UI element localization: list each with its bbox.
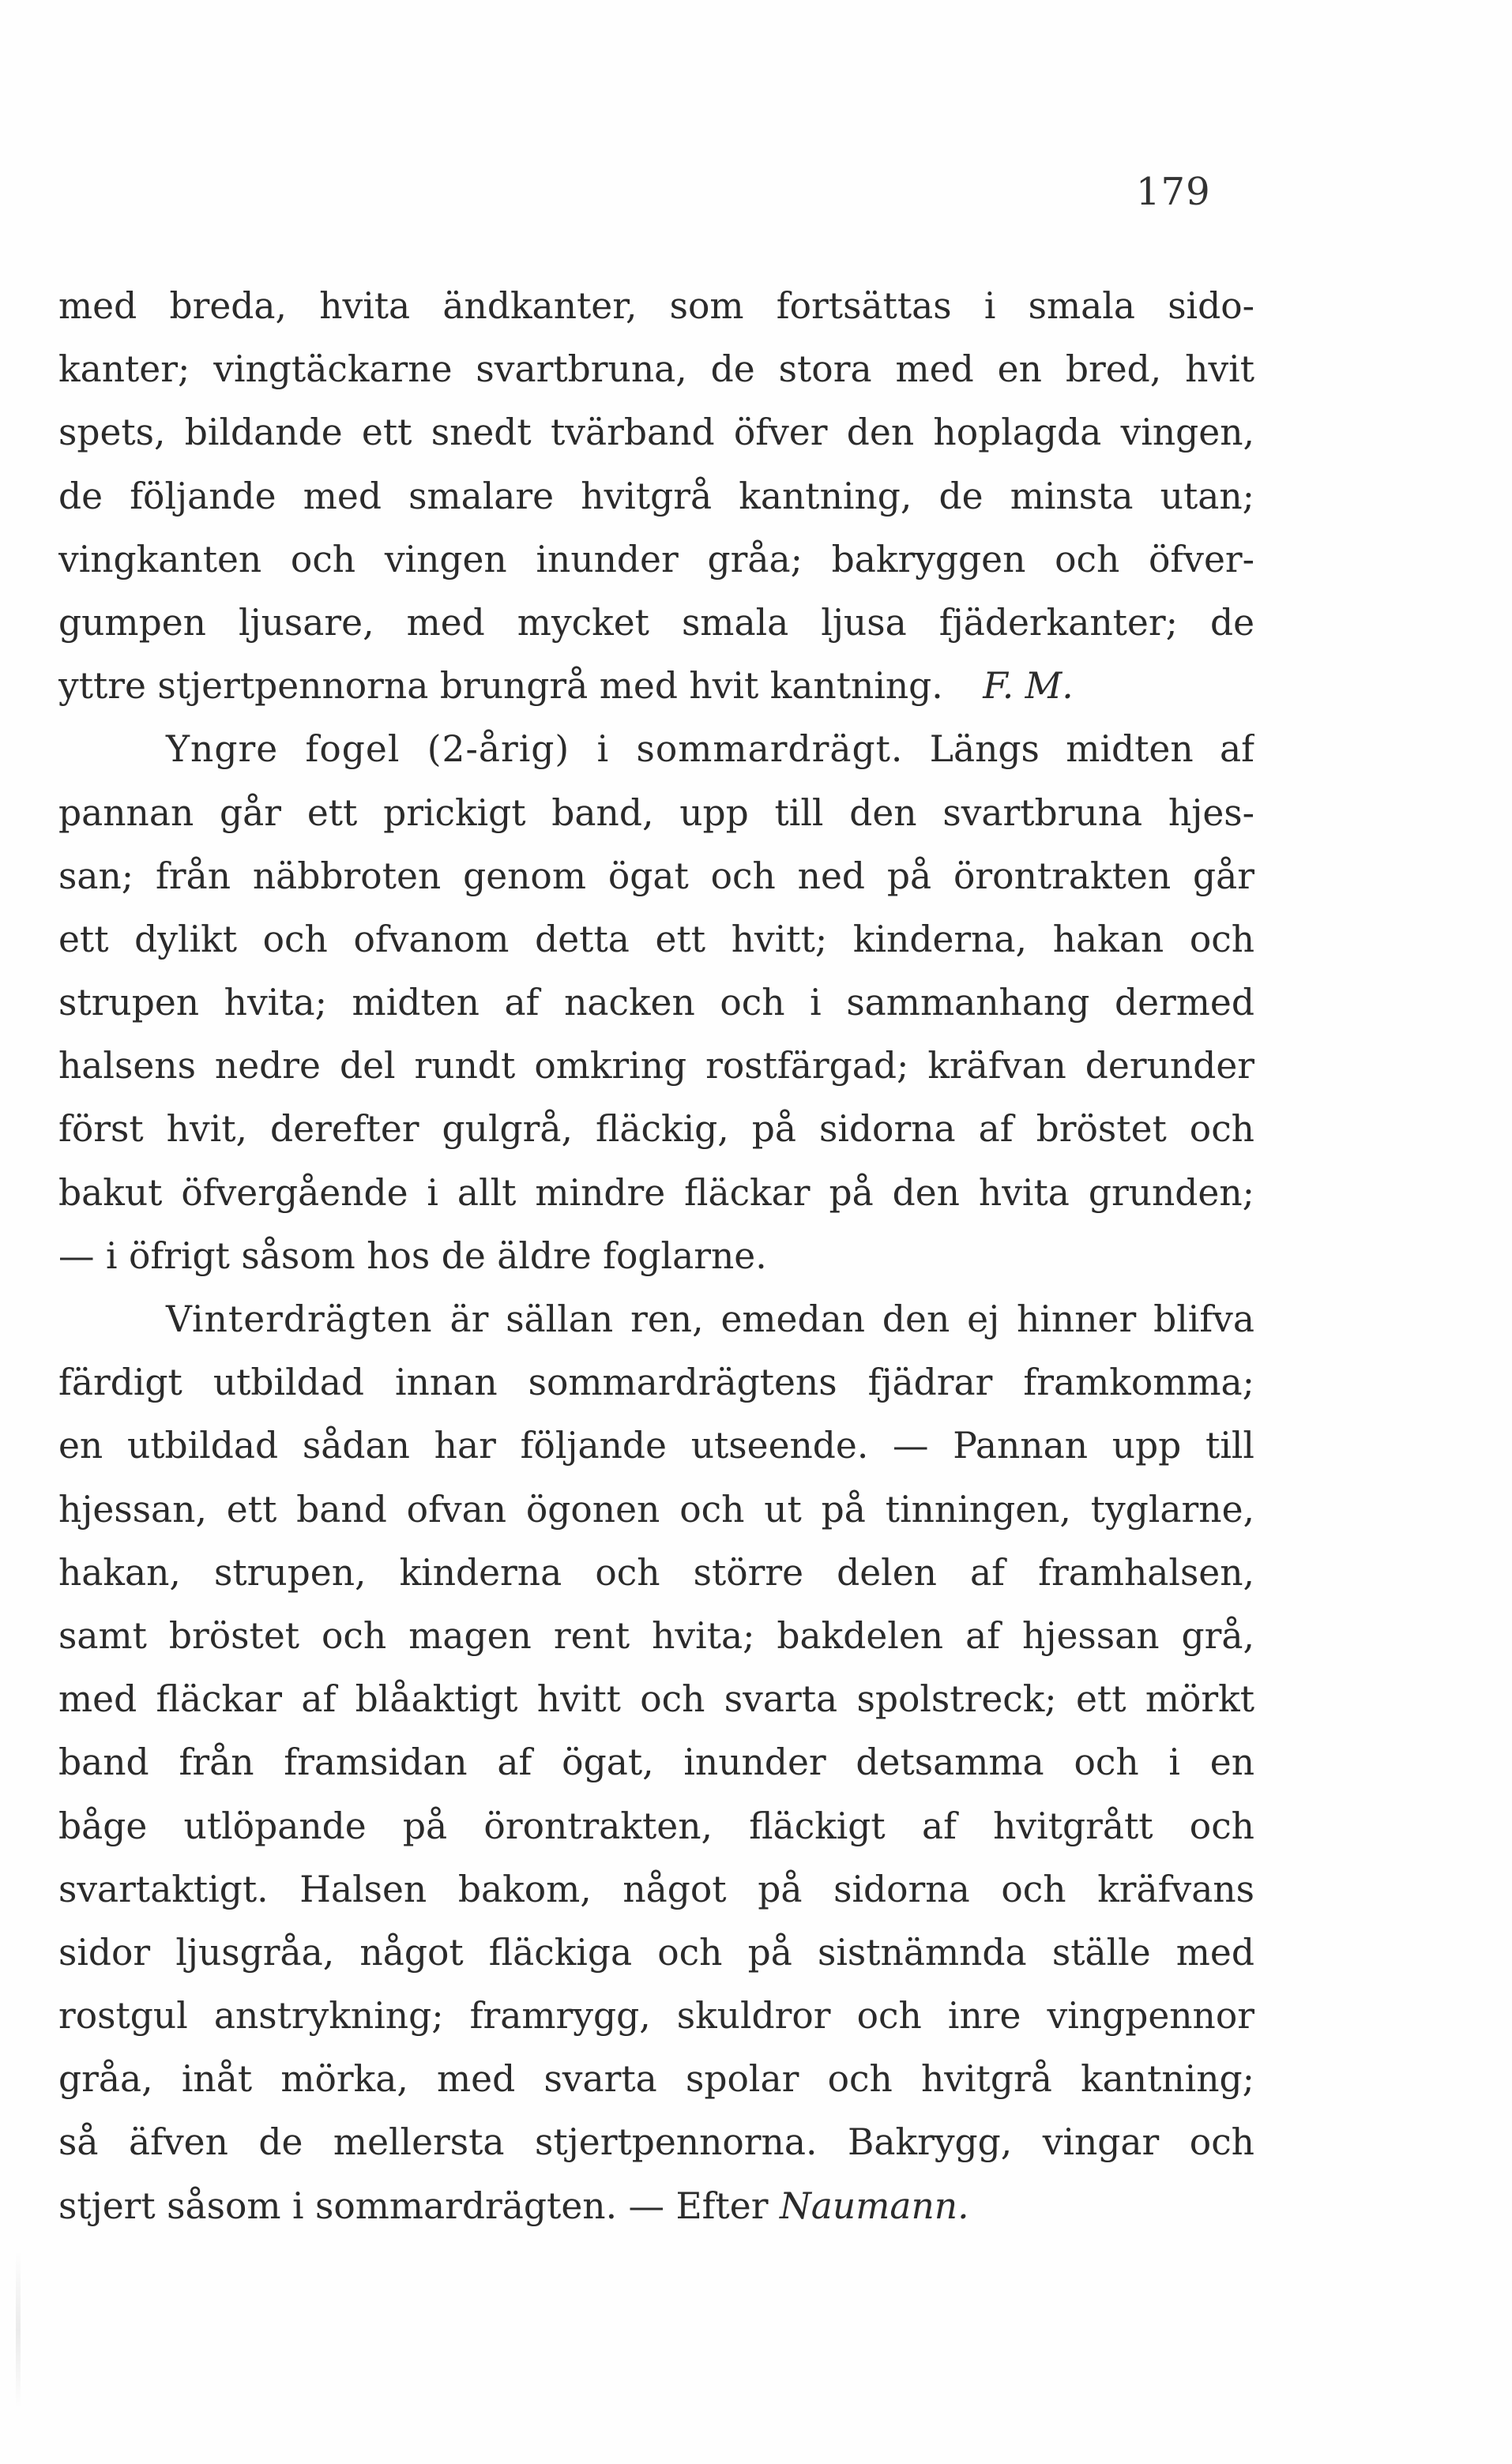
paragraph-first-line	[58, 718, 1254, 781]
text-line: — i öfrigt såsom hos de äldre foglarne.	[58, 1234, 767, 1277]
text-line: med fläckar af blåaktigt hvitt och svarta spolstreck; ett mörkt	[58, 1678, 1254, 1721]
page-number: 179	[1136, 170, 1211, 214]
text-line: gråa, inåt mörka, med svarta spolar och hvitgrå kantning;	[58, 2058, 1254, 2101]
text-line	[58, 655, 1254, 718]
text-line: färdigt utbildad innan sommardrägtens fjädrar framkomma;	[58, 1362, 1254, 1404]
paragraph-first-line	[58, 1288, 1254, 1351]
text-line	[58, 2175, 1254, 2238]
text-line: med breda, hvita ändkanter, som fortsättas i smala sido-	[58, 285, 1254, 327]
text-line: vingkanten och vingen inunder gråa; bakryggen och öfver-	[58, 538, 1254, 580]
text-line: så äfven de mellersta stjertpennorna. Bakrygg, vingar och	[58, 2121, 1254, 2164]
author-signature: F. M.	[983, 665, 1074, 708]
text-line: gumpen ljusare, med mycket smala ljusa fjäderkanter; de	[58, 601, 1254, 644]
text-line: pannan går ett prickigt band, upp till den svartbruna hjes-	[58, 791, 1254, 834]
text-line: hjessan, ett band ofvan ögonen och ut på tinningen, tyglarne,	[58, 1488, 1254, 1531]
text-line: band från framsidan af ögat, inunder detsamma och i en	[58, 1741, 1254, 1784]
text-line: kanter; vingtäckarne svartbruna, de stora med en bred, hvit	[58, 348, 1254, 391]
section-heading: Vinterdrägten	[166, 1298, 433, 1340]
text-line-content: Längs midten af	[929, 728, 1254, 771]
text-line: samt bröstet och magen rent hvita; bakdelen af hjessan grå,	[58, 1614, 1254, 1657]
text-line: spets, bildande ett snedt tvärband öfver den hoplagda vingen,	[58, 411, 1254, 454]
text-line: de följande med smalare hvitgrå kantning, de minsta utan;	[58, 475, 1254, 517]
text-line: först hvit, derefter gulgrå, fläckig, på sidorna af bröstet och	[58, 1108, 1254, 1151]
text-line: san; från näbbroten genom ögat och ned på örontrakten går	[58, 855, 1254, 897]
text-line: båge utlöpande på örontrakten, fläckigt af hvitgrått och	[58, 1805, 1254, 1847]
text-line: strupen hvita; midten af nacken och i sammanhang dermed	[58, 982, 1254, 1024]
page-edge-shadow	[16, 2251, 21, 2409]
text-line: svartaktigt. Halsen bakom, något på sidorna och kräfvans	[58, 1868, 1254, 1910]
section-heading: Yngre fogel (2-årig) i sommardrägt.	[166, 728, 904, 771]
text-line-content: är sällan ren, emedan den ej hinner blifva	[449, 1298, 1254, 1340]
text-line: sidor ljusgråa, något fläckiga och på sistnämnda ställe med	[58, 1931, 1254, 1974]
text-line-content: stjert såsom i sommardrägten. — Efter	[58, 2184, 769, 2227]
text-line: bakut öfvergående i allt mindre fläckar på den hvita grunden;	[58, 1171, 1254, 1214]
text-line: halsens nedre del rundt omkring rostfärgad; kräfvan derunder	[58, 1045, 1254, 1087]
text-line: ett dylikt och ofvanom detta ett hvitt; kinderna, hakan och	[58, 918, 1254, 960]
text-line: hakan, strupen, kinderna och större delen af framhalsen,	[58, 1551, 1254, 1594]
text-line: rostgul anstrykning; framrygg, skuldror och inre vingpennor	[58, 1995, 1254, 2038]
author-citation: Naumann.	[779, 2184, 969, 2227]
text-line-content: yttre stjertpennorna brungrå med hvit kantning.	[58, 665, 943, 708]
body-text	[58, 275, 1254, 2238]
text-line: en utbildad sådan har följande utseende. — Pannan upp till	[58, 1425, 1254, 1467]
